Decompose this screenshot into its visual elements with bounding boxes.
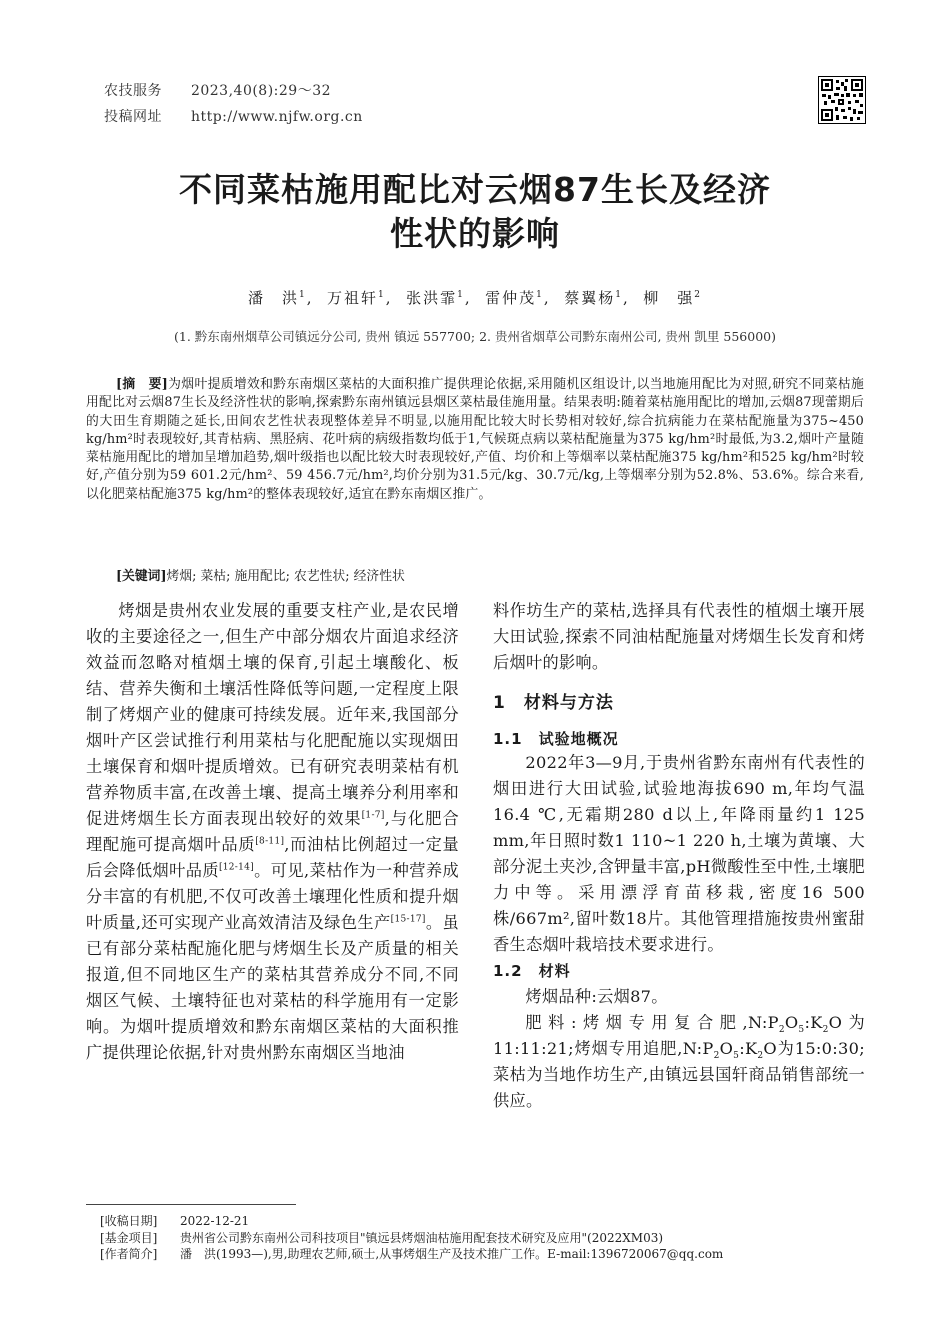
footnote-text: 2022-12-21 [180,1214,250,1228]
fund-project [100,1230,900,1247]
intro-text: ,而油枯比例超过一定量后会降低烟叶品质 [86,835,459,880]
fert-text: O [719,1039,734,1058]
site-paragraph: 2022年3—9月,于贵州省黔东南州有代表性的烟田进行大田试验,试验地海拔690 m,年均气温16.4 ℃,无霜期280 d以上,年降雨量约1 125 mm,年日照时数1 110~1 220 h,土壤为黄壤、大部分泥土夹沙,含钾量丰富,pH微酸性至中性,土壤肥力中等。采用漂浮育苗移栽,密度16 500株/667m²,留叶数18片。其他管理措施按贵州蜜甜香生态烟叶栽培技术要求进行。 [493,753,865,954]
fertilizer-paragraph [493,1010,865,1114]
fert-text: O为11:11:21;烤烟专用追肥,N:P [493,1013,865,1058]
intro-continuation: 料作坊生产的菜枯,选择具有代表性的植烟土壤开展大田试验,探索不同油枯配施量对烤烟生长发育和烤后烟叶的影响。 [493,601,865,672]
author-affil-sup: 1 [457,290,465,300]
author-name: 蔡翼杨 [564,289,616,307]
footnote-label: [基金项目] [100,1230,158,1245]
author-affil-sup: 1 [615,290,623,300]
section-heading-1-1: 1.1 试验地概况 [493,730,619,748]
qr-code-icon [818,76,866,124]
subscript: 2 [713,1051,720,1062]
fert-text: O为15:0:30;菜枯为当地作坊生产,由镇远县国轩商品销售部统一供应。 [493,1039,865,1110]
fert-text: :K [739,1039,758,1058]
footnote-label: [收稿日期] [100,1214,158,1228]
citation[interactable]: [12-14] [218,862,255,873]
journal-header [104,80,331,100]
site-url[interactable]: http://www.njfw.org.cn [190,109,363,125]
footnote-divider [86,1204,296,1205]
subscript: 2 [822,1025,829,1036]
received-date [100,1213,900,1230]
fert-text: O [784,1013,799,1032]
site-label: 投稿网址 [104,109,162,125]
author-affil-sup: 1 [298,290,307,300]
author-name: 万祖轩 [327,289,379,307]
keywords [116,565,856,584]
abstract [86,376,864,504]
citation[interactable]: [1-7] [361,810,385,821]
author-affil-sup: 1 [536,290,544,300]
intro-text: 烤烟是贵州农业发展的重要支柱产业,是农民增收的主要途径之一,但生产中部分烟农片面追求经济效益而忽略对植烟土壤的保育,引起土壤酸化、板结、营养失衡和土壤活性降低等问题,一定程度上限制了烤烟产业的健康可持续发展。近年来,我国部分烟叶产区尝试推行利用菜枯与化肥配施以实现烟田土壤保育和烟叶提质增效。已有研究表明菜枯有机营养物质丰富,在改善土壤、提高土壤养分利用率和促进烤烟生长方面表现出较好的效果 [86,601,459,828]
journal-name: 农技服务 [104,83,162,99]
author-name: 潘 洪 [247,289,299,307]
author-name: 张洪霏 [406,289,458,307]
subscript: 2 [778,1025,785,1036]
variety-paragraph: 烤烟品种:云烟87。 [525,987,668,1006]
citation[interactable]: [15-17] [390,914,426,925]
intro-paragraph [86,598,459,1066]
author-name: 柳 强 [643,289,695,307]
submission-site [104,106,363,126]
intro-text: 。可见,菜枯作为一种营养成分丰富的有机肥,不仅可改善土壤理化性质和提升烟叶质量,还可实现产业高效清洁及绿色生产 [86,861,459,932]
intro-text: ,与化肥合理配施可提高烟叶品质 [86,809,459,854]
intro-text: 。虽已有部分菜枯配施化肥与烤烟生长及产质量的相关报道,但不同地区生产的菜枯其营养成分不同,不同烟区气候、土壤特征也对菜枯的科学施用有一定影响。为烟叶提质增效和黔东南烟区菜枯的大面积推广提供理论依据,针对贵州黔东南烟区当地油 [86,913,459,1062]
author-affil-sup: 1 [378,290,386,300]
fert-text: 肥料:烤烟专用复合肥,N:P [525,1013,779,1032]
footnote-text: 贵州省公司黔东南州公司科技项目"镇远县烤烟油枯施用配套技术研究及应用"(2022XM03) [180,1230,664,1245]
title-line-1: 不同菜枯施用配比对云烟87生长及经济 [179,170,771,209]
author-bio [100,1246,900,1263]
affiliation: (1. 黔东南州烟草公司镇远分公司, 贵州 镇远 557700; 2. 贵州省烟草公司黔东南州公司, 贵州 凯里 556000) [174,329,776,344]
author-list: 潘 洪$^1$, 万祖轩$^1$, 张洪霏$^1$, 雷仲茂$^1$, 蔡翼杨$^1$, 柳 强$^2$ [247,289,703,307]
paper-title [80,168,870,256]
author-affil-sup: 2 [694,290,703,300]
right-column [493,598,865,1114]
subscript: 5 [733,1051,740,1062]
keywords-label: [关键词] [116,569,167,584]
section-heading-1-2: 1.2 材料 [493,962,571,980]
journal-issue: 2023,40(8):29～32 [190,83,332,99]
abstract-text: 为烟叶提质增效和黔东南烟区菜枯的大面积推广提供理论依据,采用随机区组设计,以当地施用配比为对照,研究不同菜枯施用配比对云烟87生长及经济性状的影响,探索黔东南州镇远县烟区菜枯最佳施用量。结果表明:随着菜枯施用配比的增加,云烟87现蕾期后的大田生育期随之延长,田间农艺性状表现整体差异不明显,以施用配比较大时长势相对较好,综合抗病能力在菜枯配施量为375~450 kg/hm²时表现较好,其青枯病、黑胫病、花叶病的病级指数均低于1,气候斑点病以菜枯配施量为375 kg/hm²时最低,为3.2,烟叶产量随菜枯施用配比的增加呈增加趋势,烟叶级指也以配比较大时表现较好,产值、均价和上等烟率以菜枯配施375 kg/hm²和525 kg/hm²时较好,产值分别为59 601.2元/hm²、59 456.7元/hm²,均价分别为31.5元/kg、30.7元/kg,上等烟率分别为52.8%、53.6%。综合来看,以化肥菜枯配施375 kg/hm²的整体表现较好,适宜在黔东南烟区推广。 [86,377,864,502]
subscript: 2 [757,1051,764,1062]
keywords-text: 烤烟; 菜枯; 施用配比; 农艺性状; 经济性状 [166,569,405,584]
section-heading-1: 1 材料与方法 [493,693,614,713]
footnote-text: 潘 洪(1993—),男,助理农艺师,硕士,从事烤烟生产及技术推广工作。E-mail:1396720067@qq.com [180,1247,724,1261]
author-name: 雷仲茂 [485,289,537,307]
citation[interactable]: [8-11] [255,836,285,847]
title-line-2: 性状的影响 [390,214,560,253]
footnotes [100,1213,900,1263]
subscript: 5 [798,1025,805,1036]
left-column [86,598,459,1066]
footnote-label: [作者简介] [100,1247,158,1261]
abstract-label: [摘 要] [116,377,169,392]
fert-text: :K [804,1013,823,1032]
